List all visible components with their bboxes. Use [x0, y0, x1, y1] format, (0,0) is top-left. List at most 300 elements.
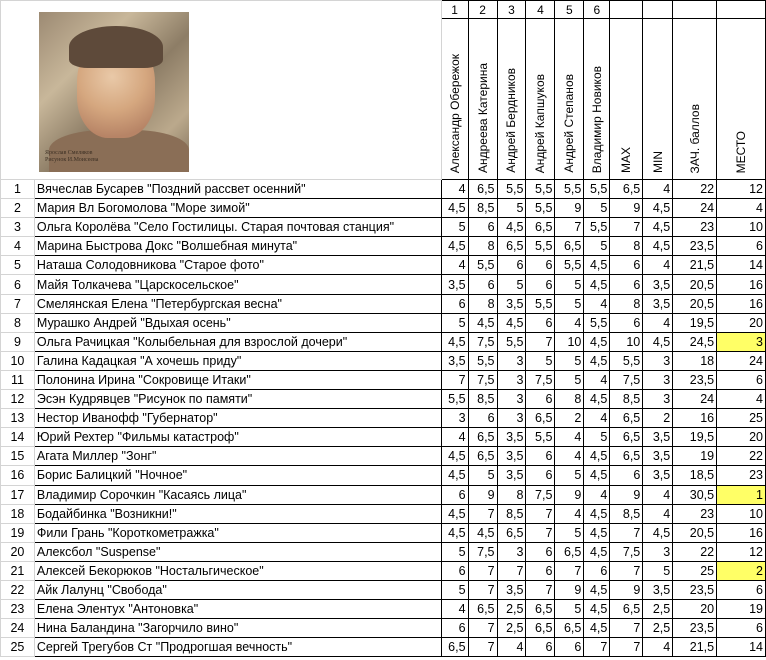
score-judge-5[interactable]: 7	[555, 218, 584, 237]
score-judge-1[interactable]: 4,5	[441, 332, 468, 351]
min-cell[interactable]: 3	[643, 542, 673, 561]
score-judge-4[interactable]: 5,5	[526, 237, 555, 256]
score-judge-2[interactable]: 5,5	[468, 256, 497, 275]
max-cell[interactable]: 6	[610, 313, 643, 332]
row-number[interactable]: 19	[1, 523, 35, 542]
score-judge-3[interactable]: 3	[497, 409, 526, 428]
entry-title-cell[interactable]: Ольга Рачицкая "Колыбельная для взрослой дочери"	[34, 332, 441, 351]
score-judge-1[interactable]: 7	[441, 370, 468, 389]
judge-number[interactable]: 3	[497, 1, 526, 19]
score-judge-5[interactable]: 5	[555, 351, 584, 370]
score-judge-5[interactable]: 4	[555, 504, 584, 523]
score-judge-5[interactable]: 4	[555, 313, 584, 332]
score-judge-2[interactable]: 6	[468, 275, 497, 294]
place-cell[interactable]: 1	[717, 485, 766, 504]
score-judge-1[interactable]: 4	[441, 256, 468, 275]
score-judge-6[interactable]: 5	[584, 237, 610, 256]
score-judge-2[interactable]: 7	[468, 561, 497, 580]
score-judge-2[interactable]: 7	[468, 619, 497, 638]
score-judge-4[interactable]: 6,5	[526, 409, 555, 428]
max-cell[interactable]: 7	[610, 619, 643, 638]
total-cell[interactable]: 23,5	[673, 580, 717, 599]
score-judge-4[interactable]: 7	[526, 504, 555, 523]
score-judge-6[interactable]: 4	[584, 370, 610, 389]
max-cell[interactable]: 7	[610, 561, 643, 580]
score-judge-3[interactable]: 7	[497, 561, 526, 580]
min-cell[interactable]: 4,5	[643, 218, 673, 237]
score-judge-5[interactable]: 5	[555, 466, 584, 485]
place-cell[interactable]: 3	[717, 332, 766, 351]
header-judge-4[interactable]: Андрей Капшуков	[526, 19, 555, 180]
score-judge-6[interactable]: 5,5	[584, 218, 610, 237]
max-cell[interactable]: 9	[610, 580, 643, 599]
score-judge-6[interactable]: 4	[584, 294, 610, 313]
header-judge-6[interactable]: Владимир Новиков	[584, 19, 610, 180]
score-judge-4[interactable]: 5,5	[526, 199, 555, 218]
min-cell[interactable]: 5	[643, 561, 673, 580]
score-judge-3[interactable]: 3,5	[497, 580, 526, 599]
score-judge-2[interactable]: 7,5	[468, 332, 497, 351]
score-judge-5[interactable]: 5	[555, 370, 584, 389]
score-judge-2[interactable]: 4,5	[468, 313, 497, 332]
header-judge-1[interactable]: Александр Обережок	[441, 19, 468, 180]
judge-number[interactable]: 4	[526, 1, 555, 19]
score-judge-2[interactable]: 6,5	[468, 428, 497, 447]
score-judge-4[interactable]: 6	[526, 390, 555, 409]
empty-cell[interactable]	[643, 1, 673, 19]
row-number[interactable]: 18	[1, 504, 35, 523]
score-judge-3[interactable]: 6,5	[497, 237, 526, 256]
score-judge-2[interactable]: 7,5	[468, 542, 497, 561]
min-cell[interactable]: 3,5	[643, 447, 673, 466]
score-judge-5[interactable]: 5	[555, 294, 584, 313]
max-cell[interactable]: 7	[610, 523, 643, 542]
score-judge-1[interactable]: 4,5	[441, 237, 468, 256]
score-judge-6[interactable]: 4,5	[584, 351, 610, 370]
header-max[interactable]: MAX	[610, 19, 643, 180]
score-judge-4[interactable]: 6	[526, 313, 555, 332]
score-judge-4[interactable]: 6,5	[526, 218, 555, 237]
row-number[interactable]: 17	[1, 485, 35, 504]
min-cell[interactable]: 4	[643, 313, 673, 332]
row-number[interactable]: 4	[1, 237, 35, 256]
score-judge-3[interactable]: 5,5	[497, 180, 526, 199]
entry-title-cell[interactable]: Полонина Ирина "Сокровище Итаки"	[34, 370, 441, 389]
place-cell[interactable]: 2	[717, 561, 766, 580]
score-judge-6[interactable]: 5	[584, 199, 610, 218]
score-judge-3[interactable]: 2,5	[497, 600, 526, 619]
score-judge-3[interactable]: 3	[497, 370, 526, 389]
total-cell[interactable]: 20,5	[673, 275, 717, 294]
place-cell[interactable]: 19	[717, 600, 766, 619]
place-cell[interactable]: 14	[717, 638, 766, 657]
score-judge-3[interactable]: 6,5	[497, 523, 526, 542]
score-judge-1[interactable]: 6,5	[441, 638, 468, 657]
entry-title-cell[interactable]: Елена Элентух "Антоновка"	[34, 600, 441, 619]
max-cell[interactable]: 8	[610, 294, 643, 313]
score-judge-3[interactable]: 3	[497, 351, 526, 370]
entry-title-cell[interactable]: Эсэн Кудрявцев "Рисунок по памяти"	[34, 390, 441, 409]
total-cell[interactable]: 24	[673, 199, 717, 218]
score-judge-2[interactable]: 6,5	[468, 600, 497, 619]
score-judge-2[interactable]: 5,5	[468, 351, 497, 370]
score-judge-6[interactable]: 4,5	[584, 256, 610, 275]
score-judge-6[interactable]: 5	[584, 428, 610, 447]
place-cell[interactable]: 4	[717, 390, 766, 409]
max-cell[interactable]: 6,5	[610, 600, 643, 619]
score-judge-1[interactable]: 6	[441, 619, 468, 638]
row-number[interactable]: 16	[1, 466, 35, 485]
total-cell[interactable]: 20,5	[673, 523, 717, 542]
total-cell[interactable]: 20,5	[673, 294, 717, 313]
score-judge-5[interactable]: 9	[555, 580, 584, 599]
score-judge-5[interactable]: 9	[555, 199, 584, 218]
place-cell[interactable]: 16	[717, 275, 766, 294]
max-cell[interactable]: 8	[610, 237, 643, 256]
score-judge-3[interactable]: 3,5	[497, 466, 526, 485]
entry-title-cell[interactable]: Борис Балицкий "Ночное"	[34, 466, 441, 485]
score-judge-3[interactable]: 3,5	[497, 447, 526, 466]
place-cell[interactable]: 6	[717, 580, 766, 599]
entry-title-cell[interactable]: Ольга Королёва "Село Гостилицы. Старая почтовая станция"	[34, 218, 441, 237]
header-min[interactable]: MIN	[643, 19, 673, 180]
score-judge-2[interactable]: 6	[468, 218, 497, 237]
total-cell[interactable]: 19	[673, 447, 717, 466]
score-judge-1[interactable]: 4	[441, 600, 468, 619]
max-cell[interactable]: 7,5	[610, 542, 643, 561]
score-judge-3[interactable]: 8,5	[497, 504, 526, 523]
score-judge-5[interactable]: 5	[555, 600, 584, 619]
total-cell[interactable]: 19,5	[673, 428, 717, 447]
score-judge-6[interactable]: 6	[584, 561, 610, 580]
score-judge-5[interactable]: 4	[555, 428, 584, 447]
entry-title-cell[interactable]: Мурашко Андрей "Вдыхая осень"	[34, 313, 441, 332]
row-number[interactable]: 10	[1, 351, 35, 370]
score-judge-5[interactable]: 5,5	[555, 180, 584, 199]
row-number[interactable]: 22	[1, 580, 35, 599]
score-judge-6[interactable]: 4,5	[584, 619, 610, 638]
score-judge-5[interactable]: 5,5	[555, 256, 584, 275]
entry-title-cell[interactable]: Сергей Трегубов Ст "Продрогшая вечность"	[34, 638, 441, 657]
score-judge-2[interactable]: 6,5	[468, 180, 497, 199]
header-judge-3[interactable]: Андрей Бердников	[497, 19, 526, 180]
max-cell[interactable]: 6	[610, 466, 643, 485]
judge-number[interactable]: 6	[584, 1, 610, 19]
empty-cell[interactable]	[610, 1, 643, 19]
score-judge-3[interactable]: 3	[497, 390, 526, 409]
row-number[interactable]: 1	[1, 180, 35, 199]
min-cell[interactable]: 4,5	[643, 199, 673, 218]
min-cell[interactable]: 3,5	[643, 580, 673, 599]
total-cell[interactable]: 16	[673, 409, 717, 428]
entry-title-cell[interactable]: Наташа Солодовникова "Старое фото"	[34, 256, 441, 275]
score-judge-3[interactable]: 3,5	[497, 428, 526, 447]
entry-title-cell[interactable]: Фили Грань "Короткометражка"	[34, 523, 441, 542]
score-judge-1[interactable]: 5,5	[441, 390, 468, 409]
min-cell[interactable]: 4	[643, 485, 673, 504]
score-judge-1[interactable]: 6	[441, 294, 468, 313]
score-judge-3[interactable]: 4,5	[497, 313, 526, 332]
score-judge-2[interactable]: 7	[468, 638, 497, 657]
place-cell[interactable]: 23	[717, 466, 766, 485]
score-judge-5[interactable]: 6,5	[555, 619, 584, 638]
score-judge-4[interactable]: 6,5	[526, 600, 555, 619]
score-judge-4[interactable]: 6	[526, 561, 555, 580]
score-judge-2[interactable]: 8,5	[468, 390, 497, 409]
score-judge-1[interactable]: 5	[441, 313, 468, 332]
min-cell[interactable]: 3,5	[643, 466, 673, 485]
score-judge-4[interactable]: 6	[526, 447, 555, 466]
score-judge-4[interactable]: 5	[526, 351, 555, 370]
score-judge-6[interactable]: 4,5	[584, 332, 610, 351]
place-cell[interactable]: 22	[717, 447, 766, 466]
total-cell[interactable]: 30,5	[673, 485, 717, 504]
min-cell[interactable]: 4	[643, 256, 673, 275]
score-judge-6[interactable]: 7	[584, 638, 610, 657]
row-number[interactable]: 12	[1, 390, 35, 409]
entry-title-cell[interactable]: Владимир Сорочкин "Касаясь лица"	[34, 485, 441, 504]
score-judge-1[interactable]: 4,5	[441, 523, 468, 542]
max-cell[interactable]: 6	[610, 256, 643, 275]
score-judge-6[interactable]: 4,5	[584, 466, 610, 485]
entry-title-cell[interactable]: Айк Лалунц "Свобода"	[34, 580, 441, 599]
score-judge-3[interactable]: 5	[497, 275, 526, 294]
total-cell[interactable]: 25	[673, 561, 717, 580]
score-judge-1[interactable]: 4	[441, 180, 468, 199]
row-number[interactable]: 7	[1, 294, 35, 313]
score-judge-4[interactable]: 7	[526, 523, 555, 542]
judge-number[interactable]: 5	[555, 1, 584, 19]
score-judge-6[interactable]: 4	[584, 409, 610, 428]
max-cell[interactable]: 8,5	[610, 390, 643, 409]
score-judge-1[interactable]: 4,5	[441, 466, 468, 485]
place-cell[interactable]: 20	[717, 313, 766, 332]
entry-title-cell[interactable]: Алексбол "Suspense"	[34, 542, 441, 561]
row-number[interactable]: 21	[1, 561, 35, 580]
total-cell[interactable]: 23	[673, 504, 717, 523]
score-judge-4[interactable]: 7,5	[526, 370, 555, 389]
entry-title-cell[interactable]: Галина Кадацкая "А хочешь приду"	[34, 351, 441, 370]
score-judge-1[interactable]: 4	[441, 428, 468, 447]
score-judge-4[interactable]: 6,5	[526, 619, 555, 638]
header-judge-2[interactable]: Андреева Катерина	[468, 19, 497, 180]
judge-number[interactable]: 1	[441, 1, 468, 19]
score-judge-1[interactable]: 4,5	[441, 199, 468, 218]
score-judge-5[interactable]: 9	[555, 485, 584, 504]
score-judge-1[interactable]: 3,5	[441, 275, 468, 294]
score-judge-1[interactable]: 3,5	[441, 351, 468, 370]
total-cell[interactable]: 23	[673, 218, 717, 237]
score-judge-5[interactable]: 6,5	[555, 237, 584, 256]
score-judge-3[interactable]: 6	[497, 256, 526, 275]
score-judge-4[interactable]: 5,5	[526, 294, 555, 313]
entry-title-cell[interactable]: Смелянская Елена "Петербургская весна"	[34, 294, 441, 313]
place-cell[interactable]: 6	[717, 619, 766, 638]
max-cell[interactable]: 9	[610, 199, 643, 218]
score-judge-4[interactable]: 6	[526, 542, 555, 561]
empty-cell[interactable]	[717, 1, 766, 19]
min-cell[interactable]: 3	[643, 351, 673, 370]
score-judge-2[interactable]: 5	[468, 466, 497, 485]
entry-title-cell[interactable]: Майя Толкачева "Царскосельское"	[34, 275, 441, 294]
row-number[interactable]: 13	[1, 409, 35, 428]
min-cell[interactable]: 2,5	[643, 619, 673, 638]
entry-title-cell[interactable]: Агата Миллер "Зонг"	[34, 447, 441, 466]
min-cell[interactable]: 2,5	[643, 600, 673, 619]
score-judge-3[interactable]: 3	[497, 542, 526, 561]
score-judge-5[interactable]: 5	[555, 523, 584, 542]
row-number[interactable]: 3	[1, 218, 35, 237]
row-number[interactable]: 14	[1, 428, 35, 447]
score-judge-4[interactable]: 6	[526, 466, 555, 485]
score-judge-1[interactable]: 5	[441, 542, 468, 561]
score-judge-3[interactable]: 4,5	[497, 218, 526, 237]
min-cell[interactable]: 3	[643, 390, 673, 409]
max-cell[interactable]: 6,5	[610, 180, 643, 199]
score-judge-2[interactable]: 8,5	[468, 199, 497, 218]
score-judge-4[interactable]: 5,5	[526, 180, 555, 199]
score-judge-3[interactable]: 8	[497, 485, 526, 504]
score-judge-4[interactable]: 7	[526, 580, 555, 599]
score-judge-6[interactable]: 4,5	[584, 390, 610, 409]
place-cell[interactable]: 10	[717, 504, 766, 523]
max-cell[interactable]: 6	[610, 275, 643, 294]
max-cell[interactable]: 6,5	[610, 409, 643, 428]
max-cell[interactable]: 7,5	[610, 370, 643, 389]
place-cell[interactable]: 25	[717, 409, 766, 428]
place-cell[interactable]: 12	[717, 180, 766, 199]
score-judge-4[interactable]: 6	[526, 275, 555, 294]
place-cell[interactable]: 16	[717, 523, 766, 542]
score-judge-2[interactable]: 6	[468, 409, 497, 428]
max-cell[interactable]: 5,5	[610, 351, 643, 370]
score-judge-4[interactable]: 7,5	[526, 485, 555, 504]
score-judge-6[interactable]: 4,5	[584, 580, 610, 599]
score-judge-2[interactable]: 8	[468, 294, 497, 313]
place-cell[interactable]: 14	[717, 256, 766, 275]
row-number[interactable]: 8	[1, 313, 35, 332]
score-judge-1[interactable]: 4,5	[441, 504, 468, 523]
max-cell[interactable]: 6,5	[610, 447, 643, 466]
score-judge-6[interactable]: 4	[584, 485, 610, 504]
score-judge-6[interactable]: 4,5	[584, 504, 610, 523]
place-cell[interactable]: 6	[717, 237, 766, 256]
row-number[interactable]: 5	[1, 256, 35, 275]
max-cell[interactable]: 7	[610, 218, 643, 237]
score-judge-2[interactable]: 8	[468, 237, 497, 256]
score-judge-5[interactable]: 2	[555, 409, 584, 428]
entry-title-cell[interactable]: Марина Быстрова Докс "Волшебная минута"	[34, 237, 441, 256]
min-cell[interactable]: 4,5	[643, 332, 673, 351]
row-number[interactable]: 11	[1, 370, 35, 389]
entry-title-cell[interactable]: Бодайбинка "Возникни!"	[34, 504, 441, 523]
header-total[interactable]: ЗАЧ. баллов	[673, 19, 717, 180]
score-judge-5[interactable]: 6,5	[555, 542, 584, 561]
place-cell[interactable]: 4	[717, 199, 766, 218]
score-judge-4[interactable]: 6	[526, 256, 555, 275]
entry-title-cell[interactable]: Мария Вл Богомолова "Море зимой"	[34, 199, 441, 218]
min-cell[interactable]: 3	[643, 370, 673, 389]
header-judge-5[interactable]: Андрей Степанов	[555, 19, 584, 180]
total-cell[interactable]: 24	[673, 390, 717, 409]
score-judge-1[interactable]: 4,5	[441, 447, 468, 466]
entry-title-cell[interactable]: Вячеслав Бусарев "Поздний рассвет осенний"	[34, 180, 441, 199]
score-judge-2[interactable]: 7,5	[468, 370, 497, 389]
score-judge-5[interactable]: 7	[555, 561, 584, 580]
score-judge-6[interactable]: 4,5	[584, 275, 610, 294]
total-cell[interactable]: 24,5	[673, 332, 717, 351]
place-cell[interactable]: 20	[717, 428, 766, 447]
place-cell[interactable]: 6	[717, 370, 766, 389]
score-judge-6[interactable]: 4,5	[584, 523, 610, 542]
judge-number[interactable]: 2	[468, 1, 497, 19]
row-number[interactable]: 23	[1, 600, 35, 619]
min-cell[interactable]: 4,5	[643, 237, 673, 256]
score-judge-5[interactable]: 10	[555, 332, 584, 351]
score-judge-5[interactable]: 8	[555, 390, 584, 409]
min-cell[interactable]: 4	[643, 504, 673, 523]
score-judge-1[interactable]: 5	[441, 218, 468, 237]
score-judge-2[interactable]: 7	[468, 504, 497, 523]
min-cell[interactable]: 4	[643, 180, 673, 199]
score-judge-3[interactable]: 5,5	[497, 332, 526, 351]
total-cell[interactable]: 18,5	[673, 466, 717, 485]
score-judge-6[interactable]: 5,5	[584, 313, 610, 332]
total-cell[interactable]: 23,5	[673, 237, 717, 256]
score-judge-4[interactable]: 5,5	[526, 428, 555, 447]
place-cell[interactable]: 12	[717, 542, 766, 561]
max-cell[interactable]: 7	[610, 638, 643, 657]
total-cell[interactable]: 21,5	[673, 256, 717, 275]
place-cell[interactable]: 10	[717, 218, 766, 237]
total-cell[interactable]: 23,5	[673, 619, 717, 638]
score-judge-2[interactable]: 9	[468, 485, 497, 504]
entry-title-cell[interactable]: Алексей Бекорюков "Ностальгическое"	[34, 561, 441, 580]
place-cell[interactable]: 16	[717, 294, 766, 313]
score-judge-3[interactable]: 2,5	[497, 619, 526, 638]
max-cell[interactable]: 9	[610, 485, 643, 504]
score-judge-2[interactable]: 7	[468, 580, 497, 599]
score-judge-6[interactable]: 4,5	[584, 600, 610, 619]
min-cell[interactable]: 3,5	[643, 275, 673, 294]
total-cell[interactable]: 20	[673, 600, 717, 619]
score-judge-2[interactable]: 6,5	[468, 447, 497, 466]
score-judge-5[interactable]: 6	[555, 638, 584, 657]
score-judge-3[interactable]: 4	[497, 638, 526, 657]
empty-cell[interactable]	[673, 1, 717, 19]
entry-title-cell[interactable]: Юрий Рехтер "Фильмы катастроф"	[34, 428, 441, 447]
score-judge-3[interactable]: 3,5	[497, 294, 526, 313]
row-number[interactable]: 15	[1, 447, 35, 466]
min-cell[interactable]: 3,5	[643, 294, 673, 313]
total-cell[interactable]: 19,5	[673, 313, 717, 332]
total-cell[interactable]: 21,5	[673, 638, 717, 657]
place-cell[interactable]: 24	[717, 351, 766, 370]
score-judge-1[interactable]: 6	[441, 561, 468, 580]
header-place[interactable]: МЕСТО	[717, 19, 766, 180]
total-cell[interactable]: 22	[673, 542, 717, 561]
score-judge-3[interactable]: 5	[497, 199, 526, 218]
score-judge-5[interactable]: 4	[555, 447, 584, 466]
row-number[interactable]: 25	[1, 638, 35, 657]
max-cell[interactable]: 8,5	[610, 504, 643, 523]
total-cell[interactable]: 23,5	[673, 370, 717, 389]
max-cell[interactable]: 6,5	[610, 428, 643, 447]
score-judge-1[interactable]: 3	[441, 409, 468, 428]
row-number[interactable]: 24	[1, 619, 35, 638]
min-cell[interactable]: 3,5	[643, 428, 673, 447]
min-cell[interactable]: 4	[643, 638, 673, 657]
